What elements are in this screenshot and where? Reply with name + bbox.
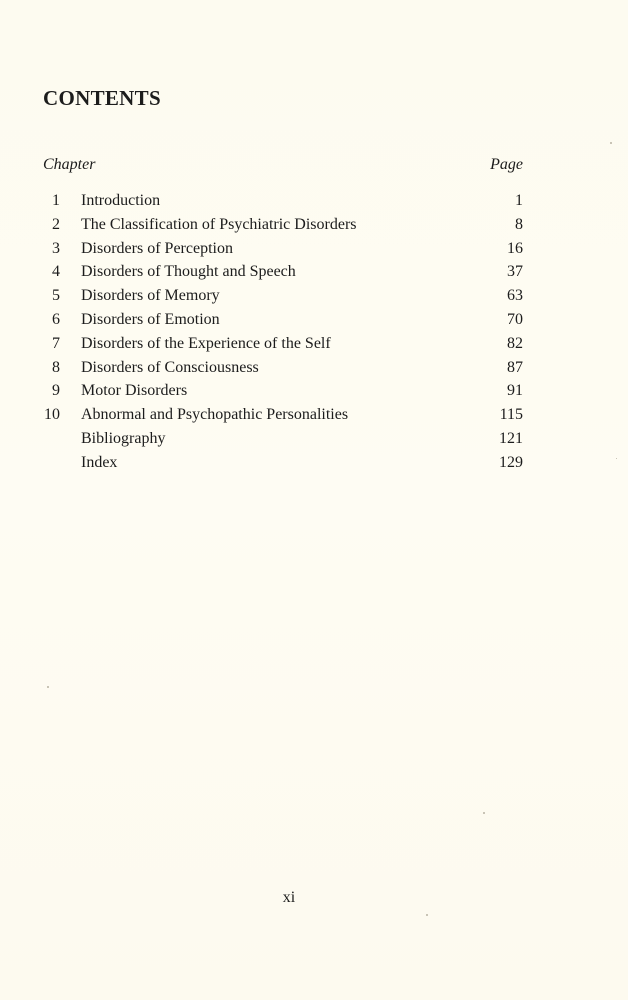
page-column-header: Page [490,156,523,173]
toc-entry [0,214,628,238]
toc-entry [0,309,628,333]
chapter-title: Disorders of Memory [81,287,220,305]
toc-entry [0,380,628,404]
chapter-number: 6 [52,310,60,328]
page-number: 70 [507,310,523,328]
paper-speck [616,458,617,459]
page-number: 82 [507,334,523,352]
chapter-number: 7 [52,334,60,352]
toc-entry [0,333,628,357]
page-number: 121 [499,429,523,447]
toc-entry [0,238,628,262]
page-number: 1 [515,192,523,209]
chapter-title: The Classification of Psychiatric Disorders [81,215,357,233]
chapter-column-header: Chapter [43,156,96,173]
chapter-number: 5 [52,287,60,305]
chapter-number: 3 [52,239,60,257]
chapter-title: Disorders of Emotion [81,310,220,328]
chapter-title: Disorders of the Experience of the Self [81,334,331,352]
chapter-title: Bibliography [81,429,166,447]
chapter-title: Motor Disorders [81,382,188,400]
paper-speck [47,686,49,688]
chapter-number: 4 [52,263,60,281]
page-number: 8 [515,215,523,233]
page-number: 87 [507,358,523,376]
contents-heading: CONTENTS [43,86,161,110]
chapter-number: 2 [52,215,60,233]
page-number: 129 [499,453,523,471]
toc-entry [0,404,628,428]
toc-entry [0,190,628,214]
chapter-title: Disorders of Thought and Speech [81,263,296,281]
table-of-contents [0,190,628,476]
toc-entry [0,261,628,285]
page-number: 37 [507,263,523,281]
toc-entry [0,428,628,452]
page-number: 91 [507,382,523,400]
chapter-title: Disorders of Consciousness [81,358,259,376]
chapter-number: 10 [44,406,60,424]
page-number: 115 [499,406,523,424]
chapter-title: Index [81,453,118,471]
paper-speck [426,914,428,916]
chapter-number: 8 [52,358,60,376]
page-number: 16 [507,239,523,257]
toc-entry [0,285,628,309]
chapter-number: 9 [52,382,60,400]
toc-entry [0,452,628,476]
paper-speck [610,142,612,144]
paper-speck [483,812,485,814]
chapter-title: Disorders of Perception [81,239,233,257]
chapter-number: 1 [52,192,60,209]
toc-entry [0,357,628,381]
page-number: 63 [507,287,523,305]
page-folio: xi [282,889,296,906]
chapter-title: Abnormal and Psychopathic Personalities [81,406,349,424]
chapter-title: Introduction [81,192,161,209]
